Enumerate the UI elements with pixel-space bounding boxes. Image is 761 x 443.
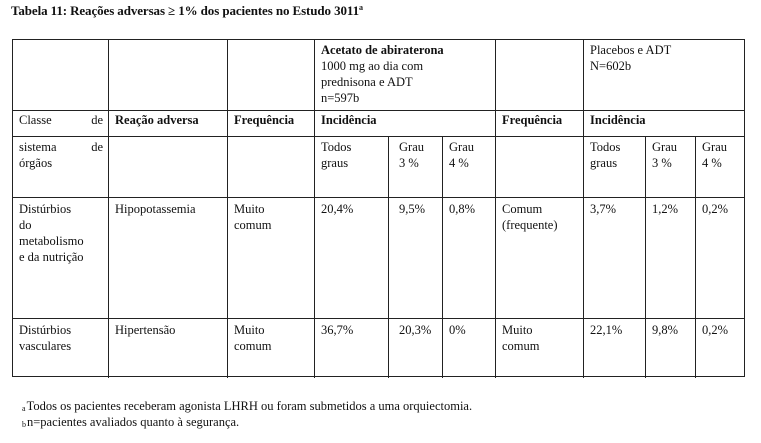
- footnote-b-text: n=pacientes avaliados quanto à segurança.: [27, 415, 240, 429]
- row2-classe-line: vasculares: [19, 339, 72, 353]
- row1-frequencia-2-line: Comum: [502, 202, 543, 216]
- group-header-abiraterone-n: n=597b: [321, 91, 360, 105]
- table-title-footnote-mark: a: [358, 3, 363, 12]
- subheader-grau4-1: [443, 137, 480, 173]
- row2-reacao: Hipertensão: [115, 323, 176, 337]
- row2-frequencia-1-line: Muito: [234, 323, 265, 337]
- group-header-abiraterone-title: Acetato de abiraterona: [321, 43, 444, 57]
- row1-classe-line: e da nutrição: [19, 250, 84, 264]
- group-header-abiraterone-dose: 1000 mg ao dia com: [321, 59, 424, 73]
- row2-frequencia-2-line: comum: [502, 339, 540, 353]
- header-incidencia-2: Incidência: [590, 113, 646, 127]
- subheader-todos-graus-2: [584, 137, 626, 173]
- row2-frequencia-1-line: comum: [234, 339, 272, 353]
- subheader-grau3-2: [646, 137, 683, 173]
- row2-frequencia-2-line: Muito: [502, 323, 533, 337]
- row1-frequencia-1-line: comum: [234, 218, 272, 232]
- subheader-grau3-2-label: Grau: [652, 140, 677, 154]
- subheader-todos-graus-1: [315, 137, 357, 173]
- subheader-grau3-1-unit: 3 %: [399, 156, 419, 170]
- row2-todos-1: 36,7%: [321, 323, 354, 337]
- subheader-todos-2: Todos: [590, 140, 621, 154]
- subheader-grau4-1-label: Grau: [449, 140, 474, 154]
- header-reacao: Reação adversa: [115, 113, 199, 127]
- group-header-placebo: [584, 40, 677, 76]
- header-classe: [13, 110, 109, 130]
- subheader-orgaos: órgãos: [19, 156, 53, 170]
- group-header-placebo-title: Placebos e ADT: [590, 43, 672, 57]
- row1-frequencia-1-line: Muito: [234, 202, 265, 216]
- row2-grau3-2: 9,8%: [652, 323, 679, 337]
- header-frequencia-1: Frequência: [234, 113, 295, 127]
- subheader-grau4-2: [696, 137, 733, 173]
- group-header-placebo-n: N=602b: [590, 59, 632, 73]
- row1-frequencia-2: [496, 199, 564, 235]
- footnote-b: [22, 415, 239, 432]
- subheader-grau4-2-unit: 4 %: [702, 156, 722, 170]
- header-classe-word: Classe: [19, 113, 52, 127]
- footnote-a: [22, 399, 472, 416]
- footnote-a-text: Todos os pacientes receberam agonista LHRH ou foram submetidos a uma orquiectomia.: [26, 399, 473, 413]
- row1-reacao: Hipopotassemia: [115, 202, 196, 216]
- subheader-sistema-word: sistema: [19, 140, 57, 154]
- table-title-text: Tabela 11: Reações adversas ≥ 1% dos pacientes no Estudo 3011: [11, 3, 359, 18]
- adverse-reactions-table: [12, 39, 745, 377]
- row1-classe: [13, 199, 90, 267]
- row2-classe: [13, 320, 77, 356]
- subheader-sistema: [13, 137, 109, 173]
- subheader-grau3-1-label: Grau: [399, 140, 424, 154]
- row-divider: [13, 136, 744, 137]
- row1-grau3-2: 1,2%: [652, 202, 679, 216]
- row2-grau3-1: 20,3%: [399, 323, 432, 337]
- row2-grau4-1: 0%: [449, 323, 466, 337]
- row2-frequencia-1: [228, 320, 278, 356]
- subheader-graus-2: graus: [590, 156, 618, 170]
- subheader-grau3-1: [389, 137, 430, 173]
- row1-grau4-1: 0,8%: [449, 202, 476, 216]
- row2-grau4-2: 0,2%: [702, 323, 729, 337]
- header-incidencia-1: Incidência: [321, 113, 377, 127]
- row1-classe-line: Distúrbios: [19, 202, 72, 216]
- row1-grau3-1: 9,5%: [399, 202, 426, 216]
- subheader-sistema-de: de: [91, 140, 103, 154]
- group-header-abiraterone: [315, 40, 450, 108]
- row1-frequencia-1: [228, 199, 278, 235]
- row-divider: [13, 318, 744, 319]
- row1-classe-line: metabolismo: [19, 234, 84, 248]
- table-title: [11, 3, 363, 19]
- row2-todos-2: 22,1%: [590, 323, 623, 337]
- subheader-grau4-2-label: Grau: [702, 140, 727, 154]
- row2-frequencia-2: [496, 320, 546, 356]
- subheader-graus-1: graus: [321, 156, 349, 170]
- footnote-b-mark: b: [22, 420, 26, 429]
- row1-todos-1: 20,4%: [321, 202, 354, 216]
- subheader-grau3-2-unit: 3 %: [652, 156, 672, 170]
- row2-classe-line: Distúrbios: [19, 323, 72, 337]
- row1-frequencia-2-line: (frequente): [502, 218, 558, 232]
- header-frequencia-2: Frequência: [502, 113, 563, 127]
- row-divider: [13, 197, 744, 198]
- row1-classe-line: do: [19, 218, 32, 232]
- subheader-todos-1: Todos: [321, 140, 352, 154]
- subheader-grau4-1-unit: 4 %: [449, 156, 469, 170]
- group-header-abiraterone-regimen: prednisona e ADT: [321, 75, 413, 89]
- footnote-a-mark: a: [22, 404, 26, 413]
- header-classe-de: de: [91, 113, 103, 127]
- row1-todos-2: 3,7%: [590, 202, 617, 216]
- row1-grau4-2: 0,2%: [702, 202, 729, 216]
